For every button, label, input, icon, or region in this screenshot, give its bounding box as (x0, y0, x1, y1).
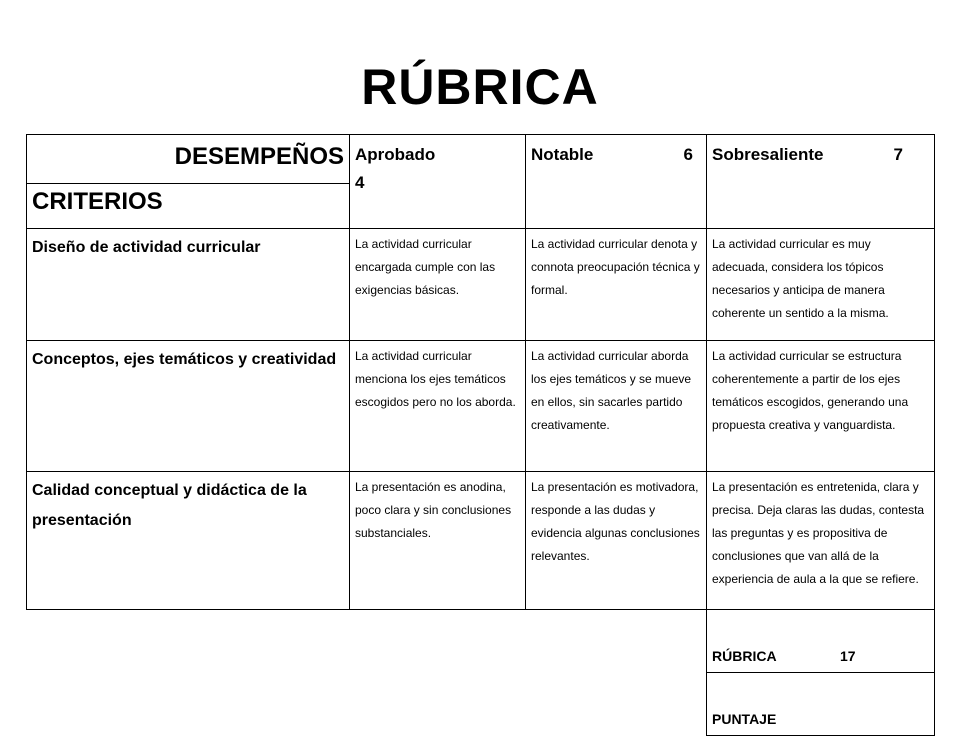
table-row (27, 341, 935, 472)
rubric-total-cell (707, 610, 935, 673)
level-score: 7 (893, 145, 903, 164)
description-cell: La actividad curricular es muy adecuada, considera los tópicos necesarios y anticipa de manera coherente un sentido a la misma. (707, 229, 935, 341)
table-row (27, 472, 935, 610)
performance-header: DESEMPEÑOS (27, 135, 350, 184)
summary-row-score (27, 673, 935, 736)
table-row (27, 229, 935, 341)
description-cell: La actividad curricular denota y connota preocupación técnica y formal. (526, 229, 707, 341)
description-cell: La presentación es motivadora, responde a las dudas y evidencia algunas conclusiones relevantes. (526, 472, 707, 610)
level-score: 6 (683, 145, 693, 164)
criterion-cell: Diseño de actividad curricular (27, 229, 350, 341)
description-cell: La presentación es anodina, poco clara y sin conclusiones substanciales. (350, 472, 526, 610)
empty-cell (27, 610, 707, 673)
description-cell: La actividad curricular encargada cumple con las exigencias básicas. (350, 229, 526, 341)
summary-row-rubric (27, 610, 935, 673)
criterion-cell: Calidad conceptual y didáctica de la presentación (27, 472, 350, 610)
level-name: Sobresaliente (712, 145, 824, 164)
score-label: PUNTAJE (712, 711, 777, 727)
score-cell (707, 673, 935, 736)
level-name: Aprobado (355, 145, 436, 164)
level-header-notable (526, 135, 707, 229)
criterion-cell: Conceptos, ejes temáticos y creatividad (27, 341, 350, 472)
criteria-header: CRITERIOS (27, 184, 350, 229)
empty-cell (27, 673, 707, 736)
description-cell: La presentación es entretenida, clara y precisa. Deja claras las dudas, contesta las preguntas y es propositiva de conclusiones que van allá de la experiencia de aula a la que se refiere. (707, 472, 935, 610)
rubric-total-label: RÚBRICA (712, 648, 777, 664)
level-name: Notable (531, 145, 594, 164)
rubric-table (26, 134, 935, 736)
description-cell: La actividad curricular menciona los ejes temáticos escogidos pero no los aborda. (350, 341, 526, 472)
level-score: 4 (355, 173, 365, 192)
page-title: RÚBRICA (361, 59, 599, 115)
level-header-aprobado (350, 135, 526, 229)
rubric-total-value: 17 (839, 648, 856, 664)
description-cell: La actividad curricular aborda los ejes temáticos y se mueve en ellos, sin sacarles partido creativamente. (526, 341, 707, 472)
header-row (27, 135, 935, 184)
level-header-sobresaliente (707, 135, 935, 229)
description-cell: La actividad curricular se estructura coherentemente a partir de los ejes temáticos escogidos, generando una propuesta creativa y vanguardista. (707, 341, 935, 472)
